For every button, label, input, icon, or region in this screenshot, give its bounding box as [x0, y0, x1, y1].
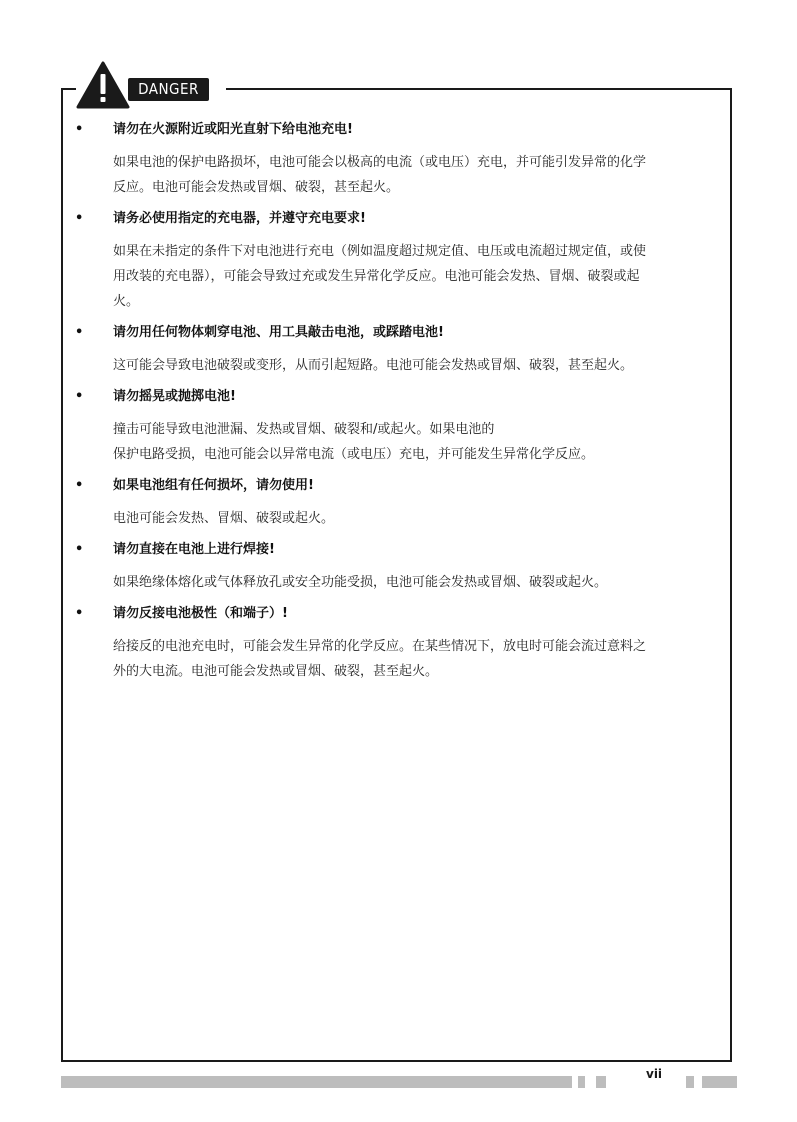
- warning-item-body: [75, 570, 717, 595]
- footer-bar-segment: [686, 1076, 694, 1088]
- warning-item-title: [75, 539, 717, 561]
- warning-item: [75, 386, 717, 467]
- warning-item-title: [75, 208, 717, 230]
- footer-bar-segment: [596, 1076, 606, 1088]
- warning-item-title: [75, 119, 717, 141]
- warning-item: [75, 603, 717, 684]
- warning-triangle-icon: [76, 60, 136, 110]
- warning-item-body: [75, 634, 717, 684]
- footer-bar-segment: [702, 1076, 737, 1088]
- warning-item-title-text: 请务必使用指定的充电器，并遵守充电要求!: [113, 211, 366, 226]
- warning-item-body-line: 如果电池的保护电路损坏，电池可能会以极高的电流（或电压）充电，并可能引发异常的化学: [113, 155, 647, 170]
- warning-item-title-text: 请勿直接在电池上进行焊接!: [113, 542, 275, 557]
- warning-item-title-text: 请勿反接电池极性（和端子）!: [113, 606, 288, 621]
- warning-item: [75, 539, 717, 595]
- warning-item-title-text: 请勿在火源附近或阳光直射下给电池充电!: [113, 122, 353, 137]
- warning-item-title: [75, 603, 717, 625]
- warning-item-title-text: 请勿摇晃或抛掷电池!: [113, 389, 236, 404]
- warning-item-body: [75, 150, 717, 200]
- bullet-icon: •: [75, 325, 84, 340]
- page-number: vii: [646, 1067, 663, 1081]
- warning-item-title: [75, 386, 717, 408]
- footer-bar-segment: [578, 1076, 585, 1088]
- danger-header: [76, 60, 226, 110]
- warning-item: [75, 119, 717, 200]
- warning-item-body-line: 用改装的充电器），可能会导致过充或发生异常化学反应。电池可能会发热、冒烟、破裂或起: [113, 269, 640, 284]
- bullet-icon: •: [75, 542, 84, 557]
- bullet-icon: •: [75, 389, 84, 404]
- warning-list: [75, 119, 717, 692]
- warning-item-body-line: 给接反的电池充电时，可能会发生异常的化学反应。在某些情况下，放电时可能会流过意料之: [113, 639, 647, 654]
- warning-item-body-line: 如果绝缘体熔化或气体释放孔或安全功能受损，电池可能会发热或冒烟、破裂或起火。: [113, 575, 608, 590]
- warning-item-body-line: 撞击可能导致电池泄漏、发热或冒烟、破裂和/或起火。如果电池的: [113, 422, 495, 437]
- warning-item-body: [75, 239, 717, 314]
- warning-item-body: [75, 506, 717, 531]
- warning-item-body: [75, 417, 717, 467]
- warning-item: [75, 475, 717, 531]
- danger-label: DANGER: [138, 80, 199, 98]
- warning-item-body-line: 火。: [113, 294, 140, 309]
- warning-item-body-line: 反应。电池可能会发热或冒烟、破裂，甚至起火。: [113, 180, 400, 195]
- warning-item: [75, 322, 717, 378]
- warning-item-body-line: 如果在未指定的条件下对电池进行充电（例如温度超过规定值、电压或电流超过规定值，或使: [113, 244, 647, 259]
- bullet-icon: •: [75, 122, 84, 137]
- warning-item-body-line: 电池可能会发热、冒烟、破裂或起火。: [113, 511, 335, 526]
- danger-label-box: [128, 78, 209, 101]
- warning-item-body: [75, 353, 717, 378]
- warning-item-title-text: 如果电池组有任何损坏，请勿使用!: [113, 478, 314, 493]
- footer-bar: [61, 1076, 572, 1088]
- bullet-icon: •: [75, 211, 84, 226]
- warning-item-body-line: 外的大电流。电池可能会发热或冒烟、破裂，甚至起火。: [113, 664, 439, 679]
- warning-item: [75, 208, 717, 314]
- warning-item-title: [75, 475, 717, 497]
- warning-item-body-line: 这可能会导致电池破裂或变形，从而引起短路。电池可能会发热或冒烟、破裂，甚至起火。: [113, 358, 634, 373]
- warning-item-title-text: 请勿用任何物体刺穿电池、用工具敲击电池，或踩踏电池!: [113, 325, 444, 340]
- warning-item-body-line: 保护电路受损，电池可能会以异常电流（或电压）充电，并可能发生异常化学反应。: [113, 447, 595, 462]
- bullet-icon: •: [75, 478, 84, 493]
- bullet-icon: •: [75, 606, 84, 621]
- page-footer: [61, 1067, 737, 1088]
- warning-item-title: [75, 322, 717, 344]
